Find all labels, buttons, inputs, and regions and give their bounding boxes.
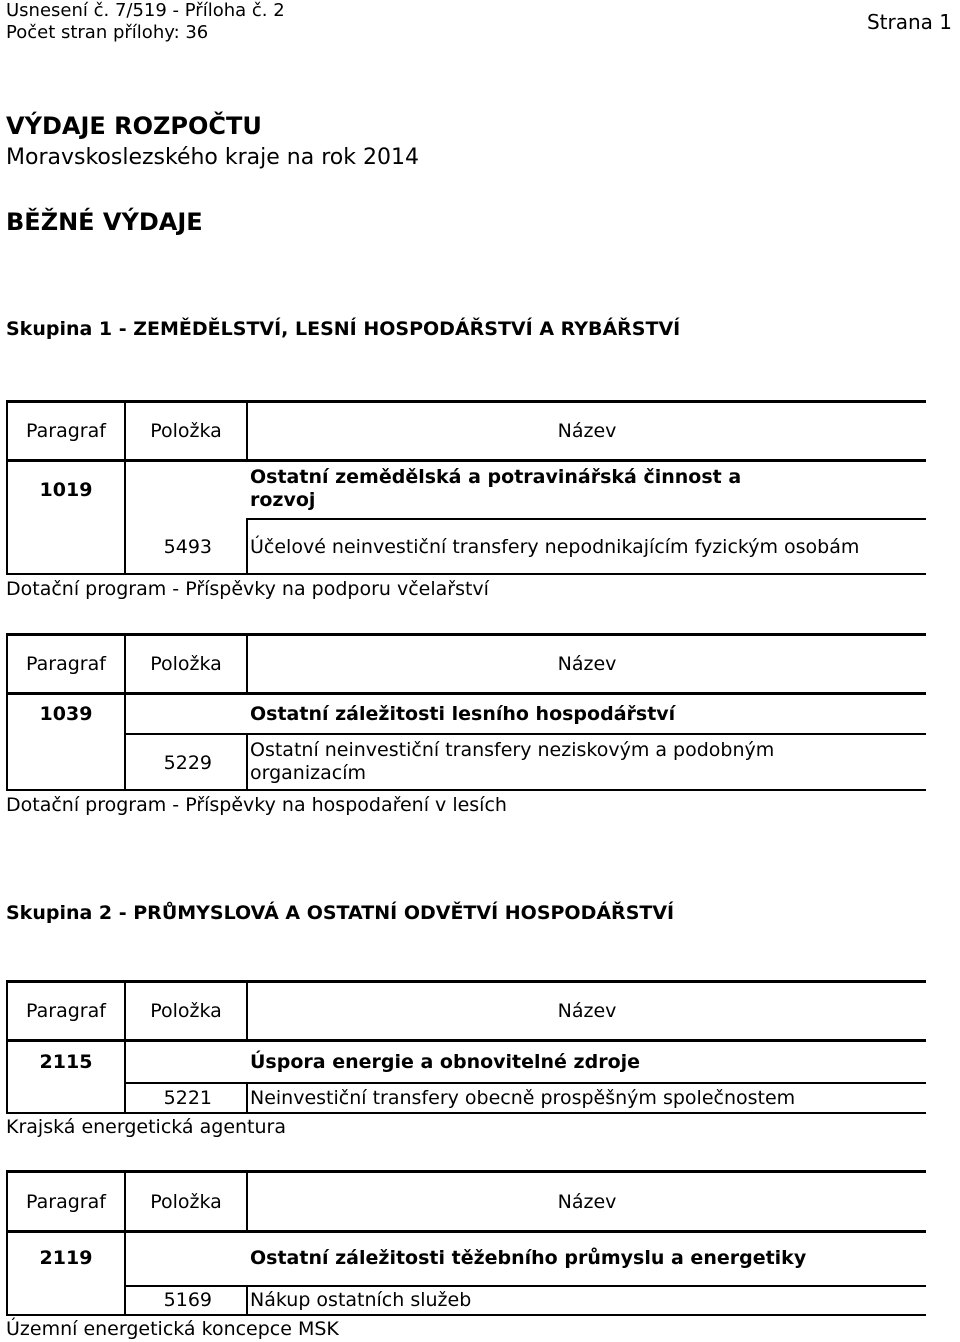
page-number: Strana 1 <box>866 10 952 34</box>
polozka-name: Účelové neinvestiční transfery nepodnikajícím fyzickým osobám <box>250 536 860 558</box>
polozka-code: 5221 <box>163 1087 212 1109</box>
paragraf-code: 2115 <box>39 1051 93 1073</box>
paragraf-name: Ostatní záležitosti lesního hospodářství <box>250 703 676 725</box>
column-header-polozka: Položka <box>150 1000 222 1022</box>
polozka-name: Nákup ostatních služeb <box>250 1289 472 1311</box>
resolution-reference: Usnesení č. 7/519 - Příloha č. 2 <box>6 0 285 21</box>
polozka-code: 5169 <box>163 1289 212 1311</box>
column-header-nazev: Název <box>557 1000 617 1022</box>
polozka-code: 5229 <box>163 752 212 774</box>
paragraf-code: 2119 <box>39 1247 93 1269</box>
section-title: BĚŽNÉ VÝDAJE <box>6 208 203 236</box>
program-label: Územní energetická koncepce MSK <box>6 1318 339 1340</box>
column-header-polozka: Položka <box>150 653 222 675</box>
program-label: Dotační program - Příspěvky na hospodaření v lesích <box>6 794 507 816</box>
paragraf-name: Ostatní záležitosti těžebního průmyslu a energetiky <box>250 1247 807 1269</box>
paragraf-name: Úspora energie a obnovitelné zdroje <box>250 1051 641 1073</box>
polozka-name: Neinvestiční transfery obecně prospěšným společnostem <box>250 1087 796 1109</box>
group-heading: Skupina 2 - PRŮMYSLOVÁ A OSTATNÍ ODVĚTVÍ HOSPODÁŘSTVÍ <box>6 902 675 924</box>
paragraf-name: Ostatní zemědělská a potravinářská činnost a rozvoj <box>250 466 742 511</box>
program-label: Dotační program - Příspěvky na podporu včelařství <box>6 578 489 600</box>
column-header-nazev: Název <box>557 1191 617 1213</box>
group-heading: Skupina 1 - ZEMĚDĚLSTVÍ, LESNÍ HOSPODÁŘSTVÍ A RYBÁŘSTVÍ <box>6 318 681 340</box>
column-header-nazev: Název <box>557 653 617 675</box>
column-header-paragraf: Paragraf <box>26 653 106 675</box>
polozka-name: Ostatní neinvestiční transfery neziskovým a podobným organizacím <box>250 739 775 784</box>
page-count: Počet stran přílohy: 36 <box>6 22 209 43</box>
paragraf-code: 1019 <box>39 479 93 501</box>
column-header-paragraf: Paragraf <box>26 1000 106 1022</box>
column-header-nazev: Název <box>557 420 617 442</box>
document-title: VÝDAJE ROZPOČTU <box>6 112 262 140</box>
program-label: Krajská energetická agentura <box>6 1116 286 1138</box>
column-header-polozka: Položka <box>150 1191 222 1213</box>
paragraf-code: 1039 <box>39 703 93 725</box>
document-subtitle: Moravskoslezského kraje na rok 2014 <box>6 145 419 170</box>
column-header-polozka: Položka <box>150 420 222 442</box>
column-header-paragraf: Paragraf <box>26 420 106 442</box>
column-header-paragraf: Paragraf <box>26 1191 106 1213</box>
polozka-code: 5493 <box>163 536 212 558</box>
